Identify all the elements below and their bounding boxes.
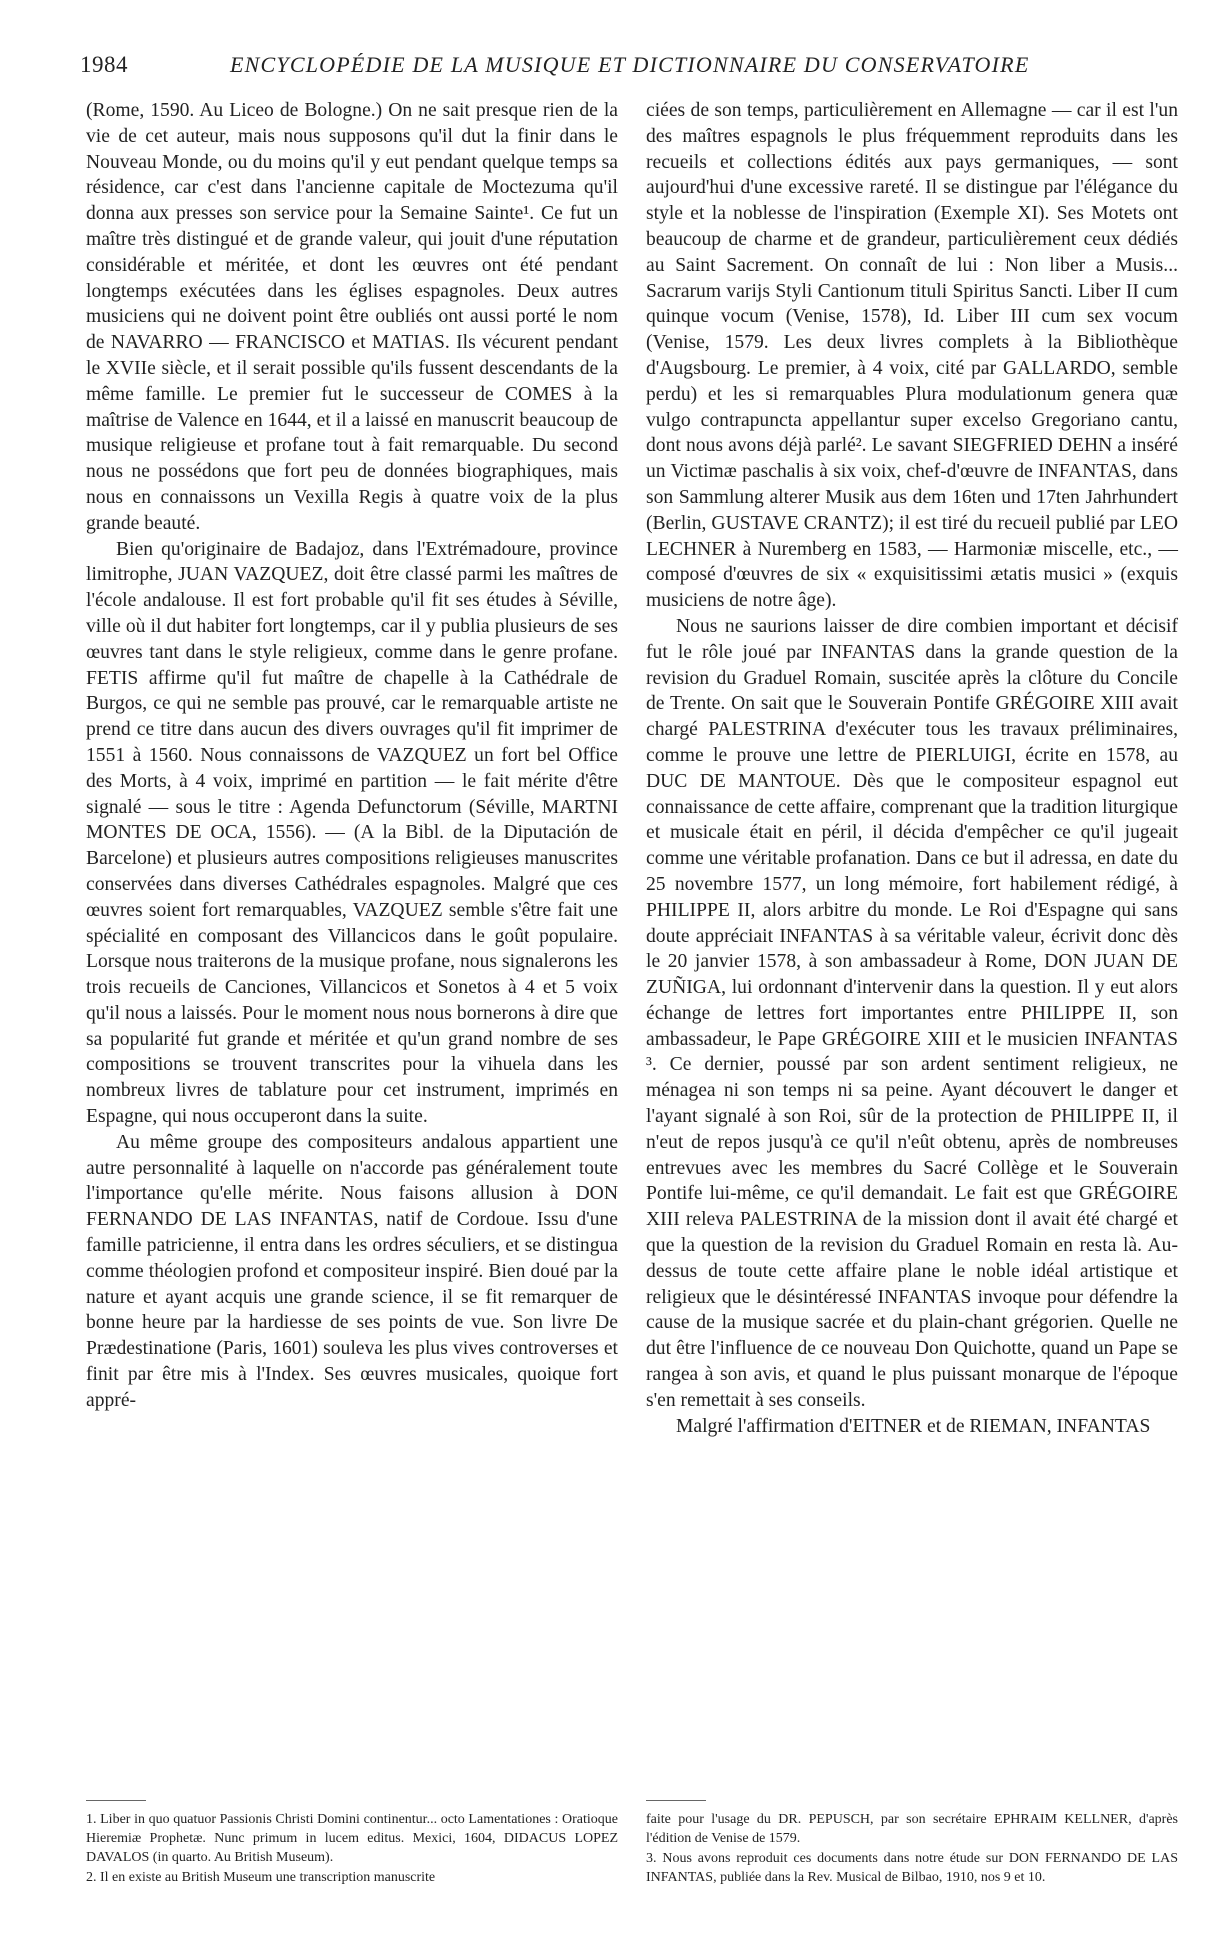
footnote: 1. Liber in quo quatuor Passionis Christi Domini continentur... octo Lamentationes : Oratioque Hieremiæ Prophetæ. Nunc primum in lucem editus. Mexici, 1604, DIDACUS LOPEZ DAVALOS (in quarto. Au British Museum). xyxy=(86,1812,618,1865)
running-title: ENCYCLOPÉDIE DE LA MUSIQUE ET DICTIONNAIRE DU CONSERVATOIRE xyxy=(230,52,1030,77)
footnote: 2. Il en existe au British Museum une transcription manuscrite xyxy=(86,1870,436,1885)
footnotes-right xyxy=(646,1810,1178,1888)
paragraph: (Rome, 1590. Au Liceo de Bologne.) On ne sait presque rien de la vie de cet auteur, mais nous supposons qu'il dut la finir dans le Nouveau Monde, ou du moins qu'il y eut pendant quelque temps sa résidence, car c'est dans l'ancienne capitale de Moctezuma qu'il donna aux presses son service pour la Semaine Sainte¹. Ce fut un maître très distingué et de grande valeur, qui jouit d'une réputation considérable et méritée, et dont les œuvres ont été pendant longtemps exécutées dans les églises espagnoles. Deux autres musiciens qui ne doivent point être oubliés ont aussi porté le nom de NAVARRO — FRANCISCO et MATIAS. Ils vécurent pendant le XVIIe siècle, et il serait possible qu'ils fussent descendants de la même famille. Le premier fut le successeur de COMES à la maîtrise de Valence en 1644, et il a laissé en manuscrit beaucoup de musique religieuse et profane tout à fait remarquable. Du second nous ne possédons que fort peu de données biographiques, mais nous en connaissons un Vexilla Regis à quatre voix de la plus grande beauté. xyxy=(86,100,618,534)
footnote-rule xyxy=(646,1800,706,1801)
footnote-rule xyxy=(86,1800,146,1801)
paragraph: Nous ne saurions laisser de dire combien important et décisif fut le rôle joué par INFANTAS dans la grande question de la revision du Graduel Romain, suscitée après la clôture du Concile de Trente. On sait que le Souverain Pontife GRÉGOIRE XIII avait chargé PALESTRINA d'exécuter tous les travaux préliminaires, comme le prouve une lettre de PIERLUIGI, écrite en 1578, au DUC DE MANTOUE. Dès que le compositeur espagnol eut connaissance de cette affaire, comprenant que la tradition liturgique et musicale était en péril, il décida d'empêcher ce qu'il jugeait comme une véritable profanation. Dans ce but il adressa, en date du 25 novembre 1577, un long mémoire, fort habilement rédigé, à PHILIPPE II, alors arbitre du monde. Le Roi d'Espagne qui sans doute appréciait INFANTAS à sa véritable valeur, écrivit donc dès le 20 janvier 1578, à son ambassadeur à Rome, DON JUAN DE ZUÑIGA, lui ordonnant d'intervenir dans la question. Il y eut alors échange de lettres fort importantes entre PHILIPPE II, son ambassadeur, le Pape GRÉGOIRE XIII et le musicien INFANTAS ³. Ce dernier, poussé par son ardent sentiment religieux, ne ménagea ni son temps ni sa peine. Ayant découvert le danger et l'ayant signalé à son Roi, sûr de la protection de PHILIPPE II, il n'eut de repos jusqu'à ce qu'il n'eût obtenu, après de nombreuses entrevues avec les membres du Sacré Collège et le Souverain Pontife lui-même, ce qu'il demandait. Le fait est que GRÉGOIRE XIII releva PALESTRINA de la mission dont il avait été chargé et que la question de la revision du Graduel Romain en resta là. Au-dessus de toute cette affaire plane le noble idéal artistique et religieux que le désintéressé INFANTAS invoque pour défendre la cause de la musique sacrée et du plain-chant grégorien. Quelle ne dut être l'influence de ce nouveau Don Quichotte, quand un Pape se rangea à son avis, et quand le plus puissant monarque de l'époque s'en remettait à ses conseils. xyxy=(646,615,1178,1411)
page-header xyxy=(80,52,1137,82)
paragraph: Bien qu'originaire de Badajoz, dans l'Extrémadoure, province limitrophe, JUAN VAZQUEZ, doit être classé parmi les maîtres de l'école andalouse. Il est fort probable qu'il fit ses études à Séville, ville où il dut habiter fort longtemps, car il y publia plusieurs de ses œuvres tant dans le style religieux, comme dans le genre profane. FETIS affirme qu'il fut maître de chapelle à la Cathédrale de Burgos, ce qui ne semble pas prouvé, car le remarquable artiste ne prend ce titre dans aucun des divers ouvrages qu'il fit imprimer de 1551 à 1560. Nous connaissons de VAZQUEZ un fort bel Office des Morts, à 4 voix, imprimé en partition — le fait mérite d'être signalé — sous le titre : Agenda Defunctorum (Séville, MARTNI MONTES DE OCA, 1556). — (A la Bibl. de la Diputación de Barcelone) et plusieurs autres compositions religieuses manuscrites conservées dans diverses Cathédrales espagnoles. Malgré que ces œuvres soient fort remarquables, VAZQUEZ semble s'être fait une spécialité en composant des Villancicos dans le goût populaire. Lorsque nous traiterons de la musique profane, nous signalerons les trois recueils de Canciones, Villancicos et Sonetos à 4 et 5 voix qu'il nous a laissés. Pour le moment nous nous bornerons à dire que sa popularité fut grande et méritée et qu'un grand nombre de ses compositions se trouvent transcrites pour la vihuela dans les nombreux livres de tablature pour cet instrument, imprimés en Espagne, qui nous occuperont dans la suite. xyxy=(86,538,618,1128)
paragraph: Malgré l'affirmation d'EITNER et de RIEMAN, INFANTAS xyxy=(676,1415,1151,1437)
right-column xyxy=(646,98,1178,1439)
footnote: faite pour l'usage du DR. PEPUSCH, par son secrétaire EPHRAIM KELLNER, d'après l'édition de Venise de 1579. xyxy=(646,1812,1178,1846)
paragraph: ciées de son temps, particulièrement en Allemagne — car il est l'un des maîtres espagnols le plus fréquemment reproduits dans les recueils et collections édités aux pays germaniques, — sont aujourd'hui d'une excessive rareté. Il se distingue par l'élégance du style et la noblesse de l'inspiration (Exemple XI). Ses Motets ont beaucoup de charme et de grandeur, particulièrement ceux dédiés au Saint Sacrement. On connaît de lui : Non liber a Musis... Sacrarum varijs Styli Cantionum tituli Spiritus Sancti. Liber II cum quinque vocum (Venise, 1578), Id. Liber III cum sex vocum (Venise, 1579. Les deux livres complets à la Bibliothèque d'Augsbourg. Le premier, à 4 voix, cité par GALLARDO, semble perdu) et les si remarquables Plura modulationum genera quæ vulgo contrapuncta appellantur super excelso Gregoriano cantu, dont nous avons déjà parlé². Le savant SIEGFRIED DEHN a inséré un Victimæ paschalis à six voix, chef-d'œuvre de INFANTAS, dans son Sammlung alterer Musik aus dem 16ten und 17ten Jahrhundert (Berlin, GUSTAVE CRANTZ); il est tiré du recueil publié par LEO LECHNER à Nuremberg en 1583, — Harmoniæ miscelle, etc., — composé d'œuvres de six « exquisitissimi ætatis musici » (exquis musiciens de notre âge). xyxy=(646,100,1178,612)
page-number: 1984 xyxy=(80,52,128,77)
footnote: 3. Nous avons reproduit ces documents dans notre étude sur DON FERNANDO DE LAS INFANTAS, publiée dans la Rev. Musical de Bilbao, 1910, nos 9 et 10. xyxy=(646,1851,1178,1885)
paragraph: Au même groupe des compositeurs andalous appartient une autre personnalité à laquelle on n'accorde pas généralement toute l'importance qu'elle mérite. Nous faisons allusion à DON FERNANDO DE LAS INFANTAS, natif de Cordoue. Issu d'une famille patricienne, il entra dans les ordres séculiers, et se distingua comme théologien profond et compositeur inspiré. Bien doué par la nature et ayant acquis une grande science, il se fit remarquer de bonne heure par la hardiesse de ses points de vue. Son livre De Prædestinatione (Paris, 1601) souleva les plus vives controverses et finit par être mis à l'Index. Ses œuvres musicales, quoique fort appré- xyxy=(86,1131,618,1411)
footnotes-left xyxy=(86,1810,618,1888)
left-column xyxy=(86,98,618,1414)
